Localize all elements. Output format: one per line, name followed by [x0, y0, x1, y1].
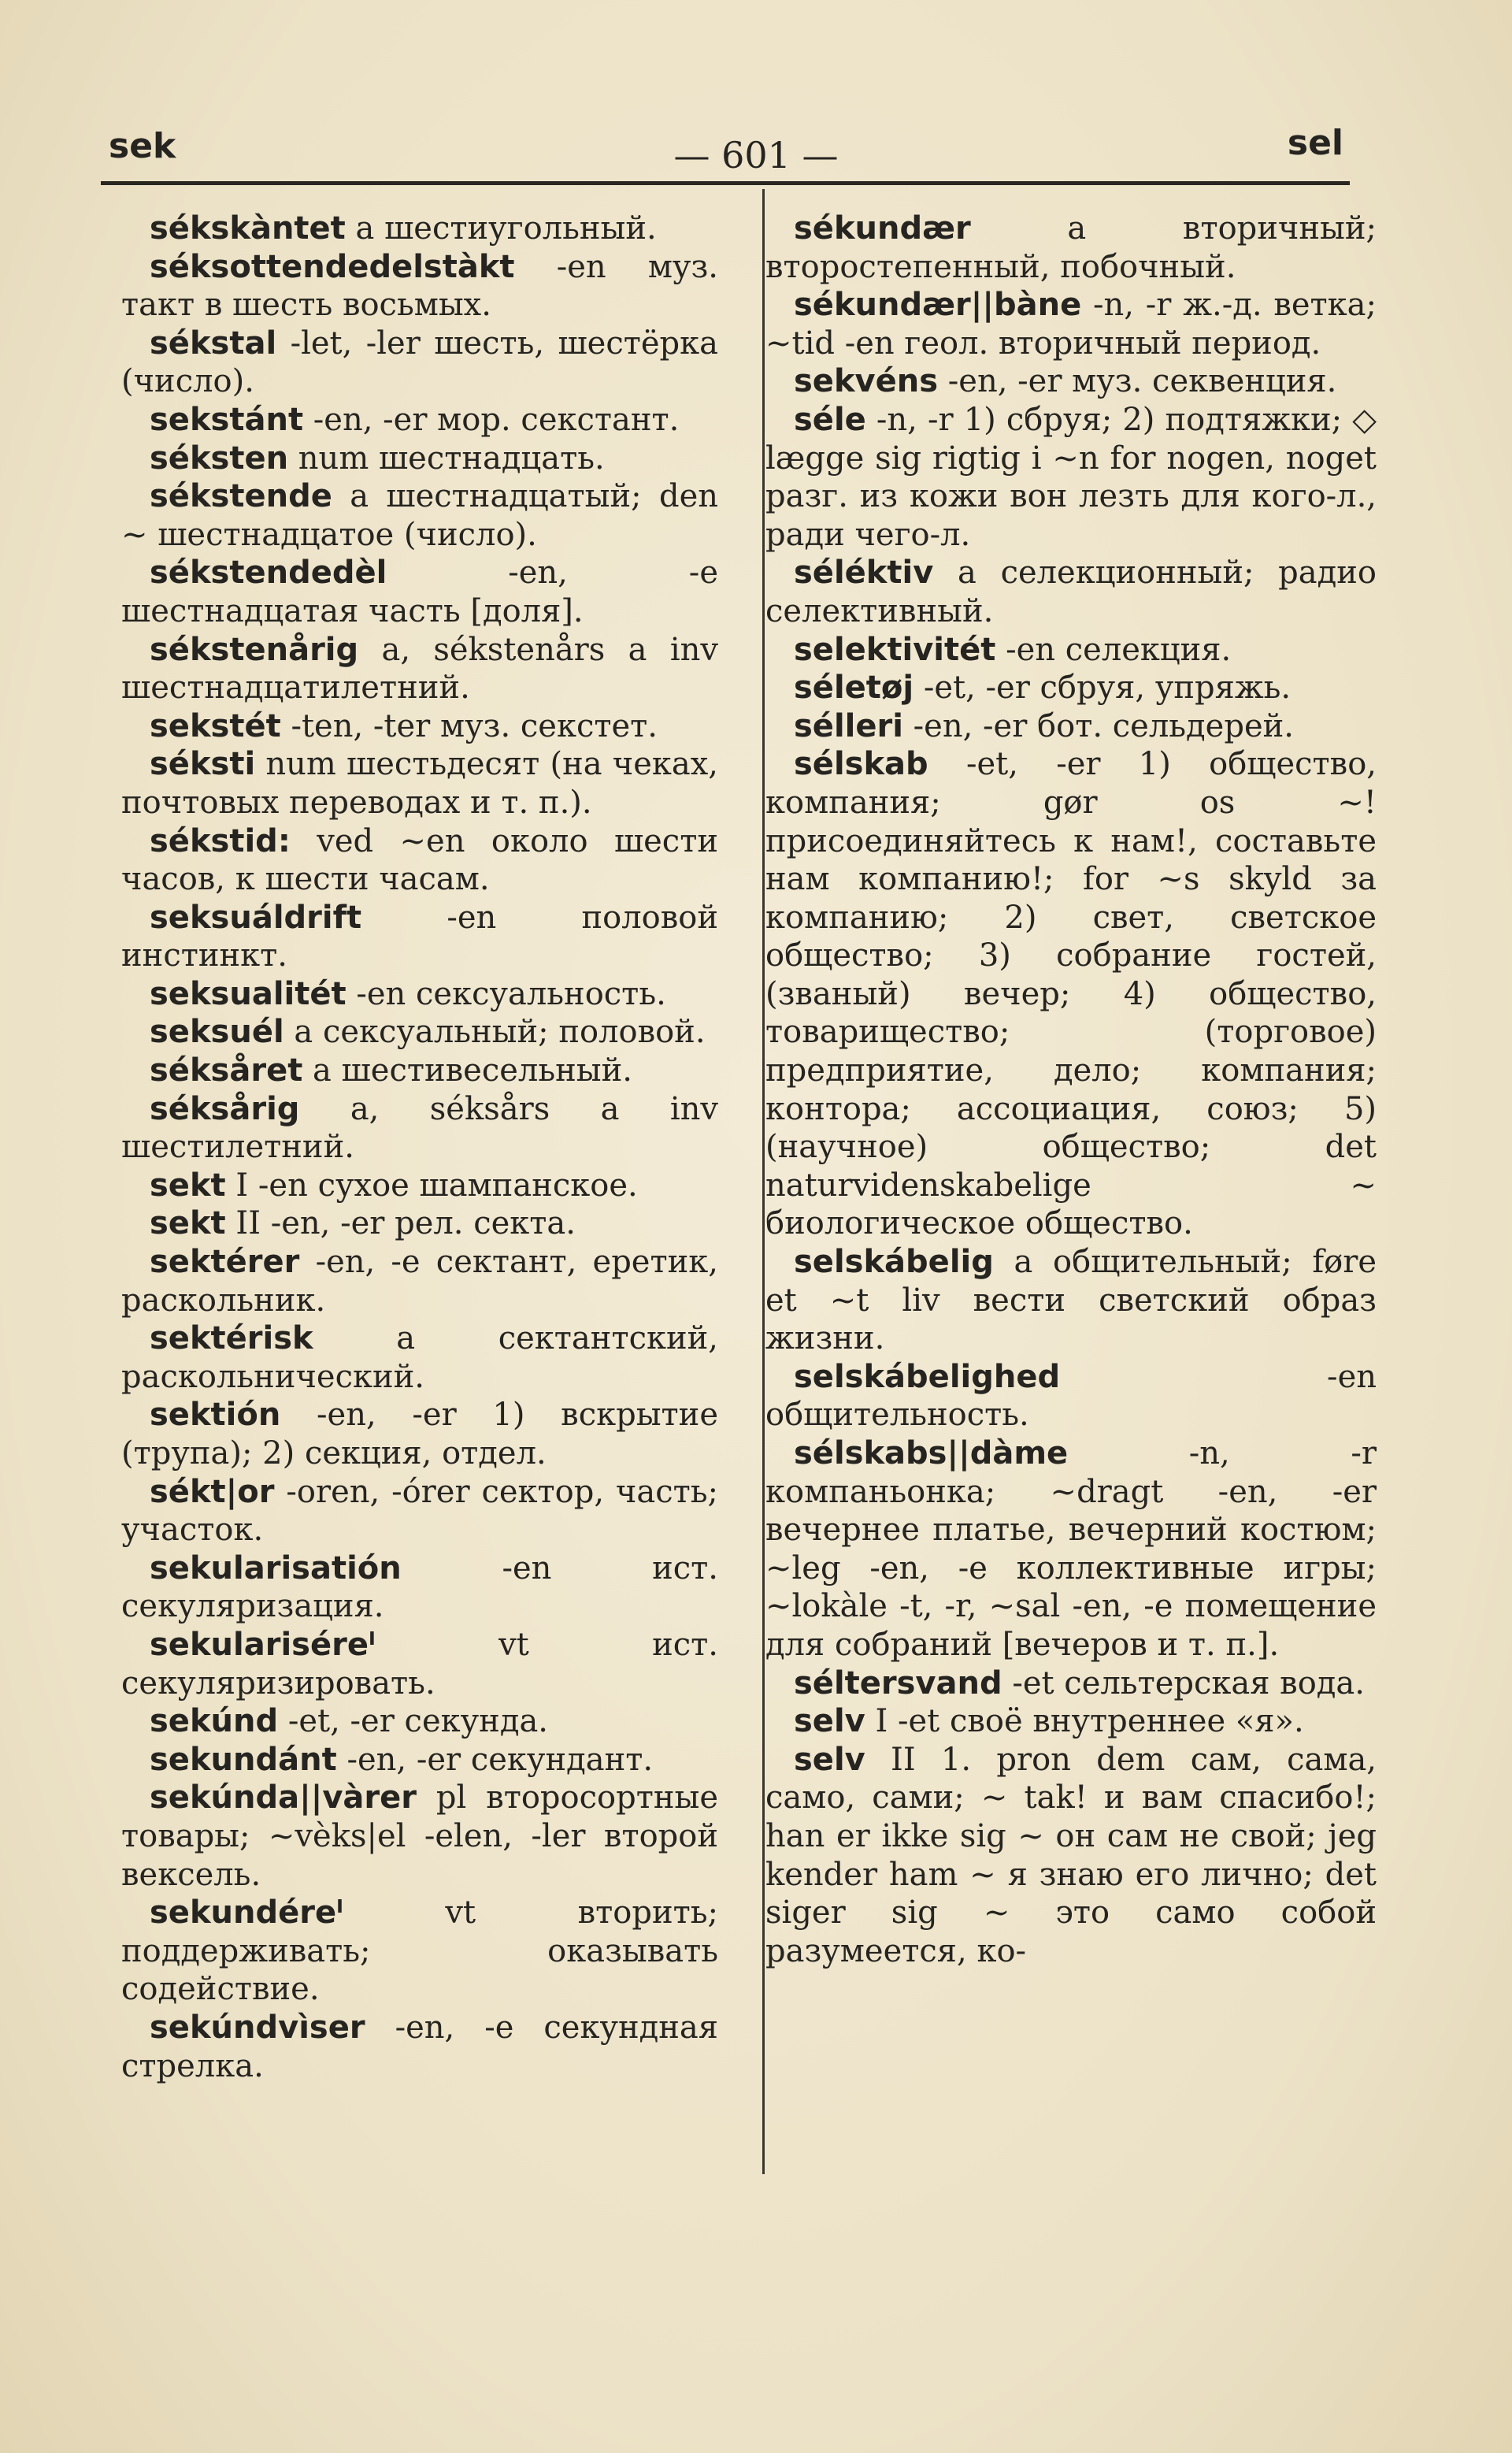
entry-definition: II 1. pron dem сам, сама, само, сами; ~ tak! и вам спасибо!; han er ikke sig ~ он сам не свой; jeg kender ham ~ я знаю его лично; det siger sig ~ это само собой разумеется, ко-	[765, 1741, 1377, 1969]
entry-headword: sektérer	[150, 1244, 300, 1281]
dictionary-entry	[765, 745, 1377, 1243]
dictionary-entry	[765, 1664, 1377, 1703]
entry-headword: sélskabs||dàme	[794, 1435, 1069, 1471]
dictionary-entry	[121, 1396, 718, 1472]
dictionary-entry	[765, 1434, 1377, 1664]
entry-headword: sékstende	[150, 478, 332, 515]
entry-headword: séksåret	[150, 1052, 303, 1089]
header-rule	[101, 181, 1350, 185]
dictionary-entry	[121, 1741, 718, 1779]
right-column	[765, 210, 1377, 1970]
entry-definition: a вторичный; второстепенный, побочный.	[765, 210, 1377, 285]
dictionary-entry	[121, 1779, 718, 1894]
entry-definition: a, sékstenårs a inv шестнадцатилетний.	[121, 631, 718, 707]
entry-headword: sekstét	[150, 707, 281, 744]
entry-headword: sekundánt	[150, 1741, 337, 1778]
dictionary-entry	[121, 1702, 718, 1741]
entry-definition: -en селекция.	[1006, 631, 1232, 668]
entry-headword: sékskàntet	[150, 210, 346, 247]
dictionary-entry	[121, 745, 718, 822]
entry-definition: vt ист. секуляризировать.	[121, 1626, 719, 1702]
dictionary-entry	[765, 669, 1377, 707]
entry-headword: séksti	[150, 746, 256, 783]
dictionary-entry	[121, 1052, 718, 1090]
entry-definition: II -en, -er рел. секта.	[235, 1205, 576, 1242]
entry-definition: -n, -r 1) сбруя; 2) подтяжки; ◇ lægge sig rigtig i ~n for nogen, noget разг. из кожи вон лезть для кого-л., ради чего-л.	[765, 401, 1377, 553]
entry-definition: -en, -e шестнадцатая часть [доля].	[121, 555, 718, 629]
entry-definition: -en муз. такт в шесть восьмых.	[121, 248, 718, 324]
dictionary-entry	[765, 707, 1377, 746]
entry-definition: -et сельтерская вода.	[1012, 1664, 1365, 1702]
entry-headword: sekundéreˡ	[150, 1894, 343, 1932]
entry-definition: a шестивесельный.	[313, 1052, 632, 1089]
dictionary-entry	[121, 248, 718, 325]
entry-definition: a шестиугольный.	[355, 210, 657, 247]
dictionary-entry	[121, 1204, 718, 1243]
entry-definition: num шестнадцать.	[298, 440, 605, 477]
entry-definition: -en, -er бот. сельдерей.	[913, 707, 1294, 744]
entry-definition: -en сексуальность.	[356, 975, 666, 1012]
dictionary-entry	[121, 554, 718, 630]
page-header	[0, 0, 1512, 197]
dictionary-entry	[765, 401, 1377, 554]
dictionary-entry	[121, 707, 718, 746]
dictionary-entry	[121, 477, 718, 554]
entry-definition: -en, -e сектант, еретик, раскольник.	[121, 1244, 718, 1319]
entry-headword: sélskab	[794, 746, 928, 783]
entry-definition: -n, -r компаньонка; ~dragt -en, -er вечернее платье, вечерний костюм; ~leg -en, -e коллективные игры; ~lokàle -t, -r, ~sal -en, -e помещение для собраний [вечеров и т. п.].	[765, 1435, 1377, 1663]
entry-headword: selektivitét	[794, 631, 996, 668]
entry-headword: selskábelighed	[794, 1358, 1061, 1395]
entry-definition: -en общительность.	[765, 1358, 1377, 1434]
entry-headword: séksten	[150, 440, 289, 477]
dictionary-entry	[121, 1626, 718, 1702]
entry-definition: -oren, -órer сектор, часть; участок.	[121, 1473, 718, 1549]
dictionary-entry	[121, 1090, 718, 1167]
dictionary-entry	[121, 1894, 718, 2009]
dictionary-entry	[121, 1473, 718, 1549]
entry-headword: séletøj	[794, 670, 914, 707]
entry-definition: a сектантский, раскольнический.	[121, 1320, 719, 1395]
entry-headword: sékstenårig	[150, 631, 359, 668]
entry-headword: sekúnd	[150, 1703, 279, 1740]
entry-definition: -ten, -ter муз. секстет.	[291, 707, 658, 744]
entry-headword: sektión	[150, 1397, 281, 1434]
entry-headword: selskábelig	[794, 1244, 994, 1281]
entry-headword: sékstal	[150, 325, 277, 362]
entry-headword: sekt	[150, 1167, 226, 1204]
dictionary-entry	[765, 1358, 1377, 1434]
entry-definition: -et, -er сбруя, упряжь.	[923, 670, 1292, 707]
entry-headword: sékundær	[794, 210, 971, 247]
entry-headword: sékstendedèl	[150, 555, 387, 592]
dictionary-entry	[765, 554, 1377, 630]
entry-definition: a общительный; føre et ~t liv вести светский образ жизни.	[765, 1244, 1377, 1357]
entry-headword: séle	[794, 401, 866, 438]
entry-definition: -en, -e секундная стрелка.	[121, 2009, 719, 2084]
entry-definition: pl второсортные товары; ~vèks|el -elen, -ler второй вексель.	[121, 1779, 718, 1893]
dictionary-entry	[121, 210, 718, 248]
dictionary-entry	[121, 2009, 718, 2085]
guide-word-right: sel	[1287, 123, 1343, 163]
entry-headword: sékstid:	[150, 822, 291, 859]
entry-headword: sekt	[150, 1205, 226, 1242]
entry-definition: -en, -er муз. секвенция.	[947, 363, 1337, 400]
entry-headword: seksualitét	[150, 975, 346, 1012]
entry-definition: -en, -er 1) вскрытие (трупа); 2) секция, отдел.	[121, 1397, 718, 1471]
entry-definition: -let, -ler шесть, шестёрка (число).	[121, 325, 718, 400]
entry-headword: selv	[794, 1703, 865, 1740]
entry-definition: vt вторить; поддерживать; оказывать содействие.	[121, 1894, 718, 2008]
entry-headword: sekúnda||vàrer	[150, 1779, 417, 1817]
entry-definition: I -en сухое шампанское.	[235, 1167, 638, 1204]
entry-headword: séksårig	[150, 1090, 300, 1127]
entry-definition: a сексуальный; половой.	[294, 1014, 706, 1051]
dictionary-entry	[121, 631, 718, 707]
entry-headword: sékt|or	[150, 1473, 275, 1510]
entry-headword: sekstánt	[150, 401, 304, 438]
entry-headword: seksuél	[150, 1014, 284, 1051]
entry-headword: sekúndvìser	[150, 2009, 365, 2046]
dictionary-entry	[765, 286, 1377, 362]
entry-headword: séksottendedelstàkt	[150, 248, 515, 285]
dictionary-entry	[765, 362, 1377, 401]
entry-definition: ved ~en около шести часов, к шести часам.	[121, 822, 718, 898]
dictionary-entry	[121, 1013, 718, 1052]
dictionary-entry	[121, 1243, 718, 1319]
entry-headword: sekvéns	[794, 363, 939, 400]
entry-headword: sélleri	[794, 707, 903, 744]
left-column	[121, 210, 718, 2085]
dictionary-entry	[765, 1243, 1377, 1358]
dictionary-entry	[121, 1167, 718, 1205]
entry-definition: I -et своё внутреннее «я».	[875, 1703, 1304, 1740]
entry-definition: -en, -er мор. секстант.	[313, 401, 680, 438]
dictionary-entry	[765, 1741, 1377, 1971]
entry-definition: -en, -er секундант.	[346, 1741, 654, 1778]
entry-headword: selv	[794, 1741, 865, 1778]
dictionary-entry	[121, 325, 718, 401]
dictionary-entry	[121, 1319, 718, 1396]
entry-definition: -et, -er 1) общество, компания; gør os ~! присоединяйтесь к нам!, составьте нам компанию!; for ~s skyld за компанию; 2) свет, светское общество; 3) собрание гостей, (званый) вечер; 4) общество, товарищество; (торговое) предприятие, дело; компания; контора; ассоциация, союз; 5) (научное) общество; det naturvidenskabelige ~ биологическое общество.	[765, 746, 1377, 1242]
guide-word-left: sek	[109, 126, 176, 166]
dictionary-entry	[121, 975, 718, 1014]
entry-definition: -en ист. секуляризация.	[121, 1549, 718, 1625]
dictionary-entry	[121, 440, 718, 478]
entry-headword: sektérisk	[150, 1320, 313, 1357]
entry-headword: séltersvand	[794, 1664, 1002, 1702]
dictionary-entry	[765, 210, 1377, 286]
entry-headword: sekularisatión	[150, 1549, 402, 1586]
entry-headword: séléktiv	[794, 555, 934, 592]
dictionary-entry	[765, 631, 1377, 670]
dictionary-entry	[121, 899, 718, 975]
dictionary-entry	[121, 1549, 718, 1626]
dictionary-entry	[121, 822, 718, 899]
dictionary-entry	[765, 1702, 1377, 1741]
page-number: — 601 —	[673, 134, 839, 176]
entry-definition: a шестнадцатый; den ~ шестнадцатое (число).	[121, 478, 718, 553]
entry-definition: -et, -er секунда.	[287, 1703, 549, 1740]
dictionary-entry	[121, 401, 718, 440]
entry-definition: -n, -r ж.-д. ветка; ~tid -en геол. вторичный период.	[765, 287, 1377, 362]
entry-definition: num шестьдесят (на чеках, почтовых переводах и т. п.).	[121, 746, 719, 821]
entry-definition: a селекционный; радио селективный.	[765, 555, 1377, 629]
entry-headword: sékundær||bàne	[794, 287, 1082, 324]
column-divider	[762, 189, 765, 2174]
entry-definition: -en половой инстинкт.	[121, 899, 718, 974]
entry-headword: sekulariséreˡ	[150, 1626, 376, 1663]
entry-headword: seksuáldrift	[150, 899, 362, 936]
entry-definition: a, séksårs a inv шестилетний.	[121, 1090, 718, 1166]
